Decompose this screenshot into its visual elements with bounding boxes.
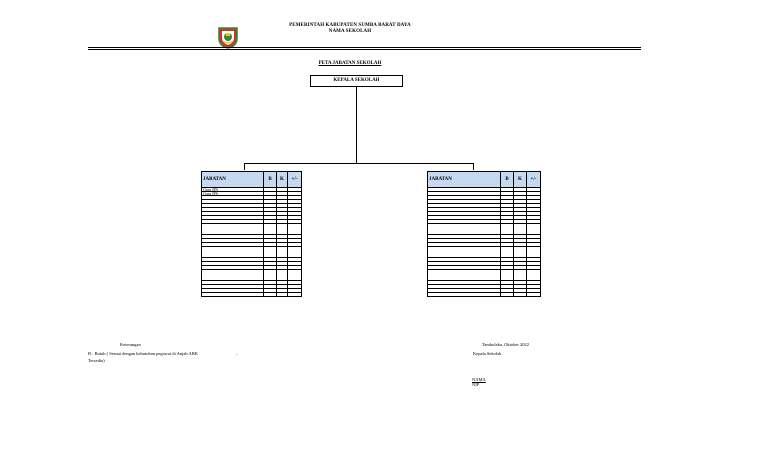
count-cell bbox=[264, 224, 277, 235]
count-cell bbox=[527, 224, 541, 235]
table-header-row bbox=[428, 172, 541, 188]
signatory-name: NAMA bbox=[472, 377, 486, 382]
count-cell bbox=[514, 270, 527, 281]
jabatan-cell bbox=[428, 247, 501, 258]
count-cell bbox=[514, 247, 527, 258]
legend-note-continued: Tersedia) bbox=[88, 358, 105, 363]
header-rule-top bbox=[88, 47, 641, 48]
column-header: B bbox=[501, 172, 514, 188]
jabatan-cell bbox=[202, 293, 264, 297]
org-connector-horizontal bbox=[244, 163, 474, 164]
jabatan-table-right bbox=[427, 171, 541, 297]
org-connector-right-drop bbox=[473, 163, 474, 170]
count-cell bbox=[288, 270, 302, 281]
table-row bbox=[428, 247, 541, 258]
jabatan-table-left bbox=[201, 171, 302, 297]
org-connector-left-drop bbox=[244, 163, 245, 170]
count-cell bbox=[501, 293, 514, 297]
count-cell bbox=[288, 224, 302, 235]
jabatan-cell bbox=[428, 224, 501, 235]
table-row bbox=[428, 270, 541, 281]
count-cell bbox=[501, 224, 514, 235]
jabatan-cell bbox=[202, 270, 264, 281]
count-cell bbox=[264, 293, 277, 297]
government-name: PEMERINTAH KABUPATEN SUMBA BARAT DAYA bbox=[289, 23, 411, 28]
count-cell bbox=[277, 293, 288, 297]
column-header: K bbox=[514, 172, 527, 188]
table-row bbox=[428, 224, 541, 235]
keterangan-label: Keterangan bbox=[120, 342, 141, 347]
table-row bbox=[202, 270, 302, 281]
count-cell bbox=[501, 247, 514, 258]
count-cell bbox=[264, 247, 277, 258]
count-cell bbox=[277, 224, 288, 235]
place-date: Tambolaka, Oktober 2022 bbox=[482, 342, 530, 347]
table-row bbox=[202, 293, 302, 297]
table-header-row bbox=[202, 172, 302, 188]
count-cell bbox=[527, 270, 541, 281]
regency-logo-icon bbox=[216, 25, 240, 49]
count-cell bbox=[288, 293, 302, 297]
count-cell bbox=[277, 247, 288, 258]
column-header: JABATAN bbox=[428, 172, 501, 188]
count-cell bbox=[501, 270, 514, 281]
table-row bbox=[202, 224, 302, 235]
column-header: +/- bbox=[288, 172, 302, 188]
count-cell bbox=[264, 270, 277, 281]
page-title: PETA JABATAN SEKOLAH bbox=[318, 61, 382, 66]
legend-note: B : Butuh ( Sesuai dengan kebutuhan pegawai di Anjab ABK bbox=[88, 351, 198, 356]
jabatan-cell: Guru IPS bbox=[202, 192, 264, 196]
count-cell bbox=[277, 270, 288, 281]
jabatan-cell: Guru IPA bbox=[202, 188, 264, 192]
count-cell bbox=[288, 247, 302, 258]
count-cell bbox=[527, 293, 541, 297]
kepala-sekolah-box: KEPALA SEKOLAH bbox=[310, 75, 403, 87]
count-cell bbox=[514, 293, 527, 297]
jabatan-cell bbox=[428, 270, 501, 281]
table-row bbox=[428, 293, 541, 297]
column-header: B bbox=[264, 172, 277, 188]
school-name: NAMA SEKOLAH bbox=[328, 29, 372, 34]
header-rule-bottom bbox=[88, 49, 641, 50]
column-header: +/- bbox=[527, 172, 541, 188]
jabatan-cell bbox=[428, 293, 501, 297]
signatory-nip: NIP bbox=[472, 382, 480, 387]
table-row bbox=[202, 247, 302, 258]
signatory-title: Kepala Sekolah bbox=[473, 351, 502, 356]
jabatan-cell bbox=[202, 247, 264, 258]
count-cell bbox=[527, 247, 541, 258]
column-header: JABATAN bbox=[202, 172, 264, 188]
org-connector-vertical bbox=[356, 87, 357, 163]
column-header: K bbox=[277, 172, 288, 188]
jabatan-cell bbox=[202, 224, 264, 235]
legend-dash: - bbox=[236, 352, 238, 357]
count-cell bbox=[514, 224, 527, 235]
